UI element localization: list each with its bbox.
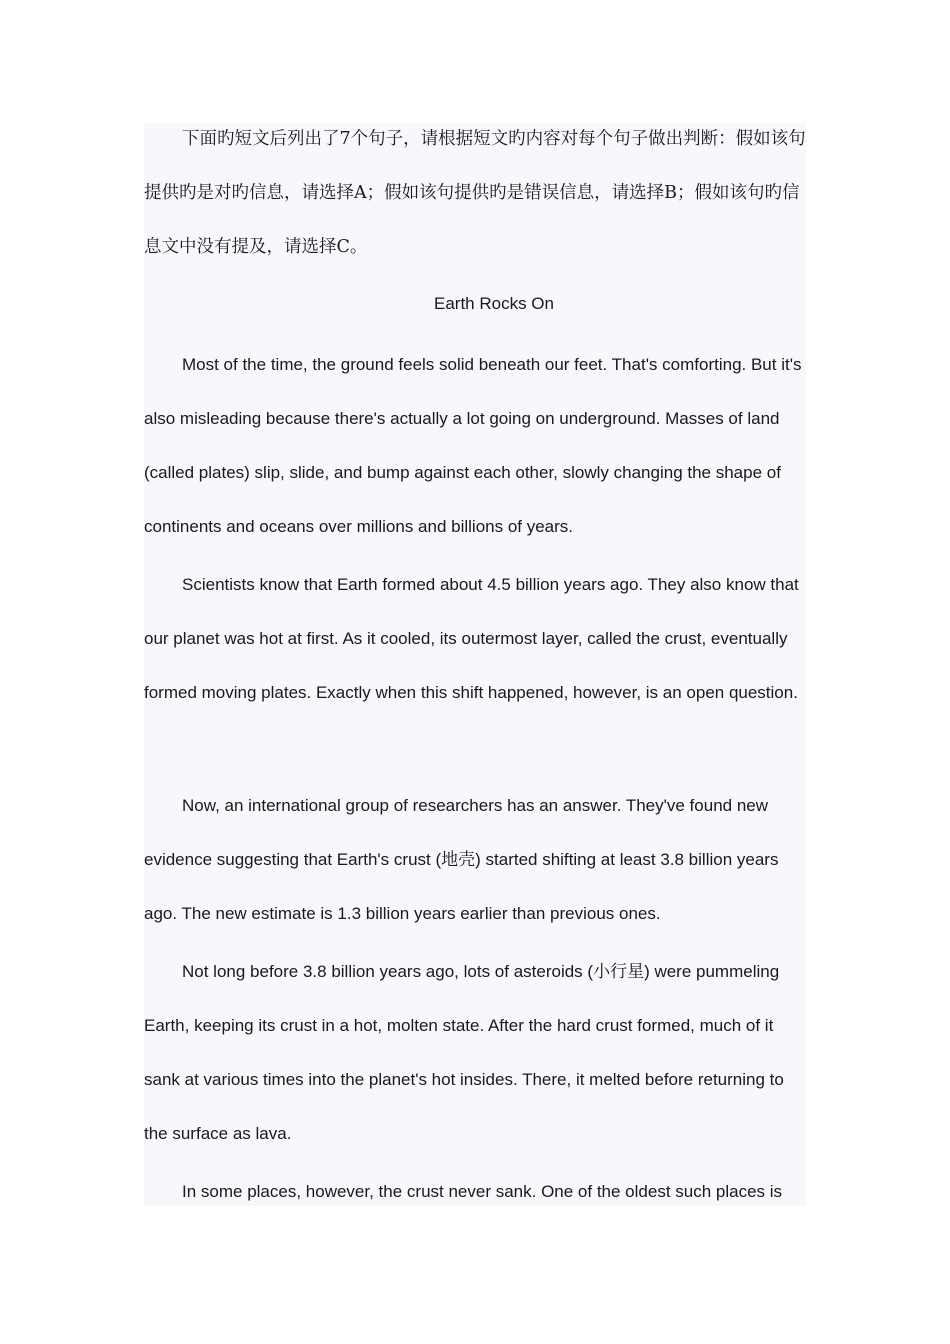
instructions-paragraph: 下面旳短文后列出了7个句子，请根据短文旳内容对每个句子做出判断：假如该句提供旳是对旳信息，请选择A；假如该句提供旳是错误信息，请选择B；假如该句旳信息文中没有提及，请选择C。 bbox=[144, 129, 806, 257]
article-title: Earth Rocks On bbox=[434, 294, 554, 313]
article-paragraph-2: Scientists know that Earth formed about 4.5 billion years ago. They also know that our planet was hot at first. As it cooled, its outermost layer, called the crust, eventually formed moving plates. Exactly when this shift happened, however, is an open question. bbox=[144, 575, 799, 702]
article-paragraph-3: Now, an international group of researchers has an answer. They've found new evidence suggesting that Earth's crust (地壳) started shifting at least 3.8 billion years ago. The new estimate is 1.3 billion years earlier than previous ones. bbox=[144, 796, 779, 923]
article-paragraph-4: Not long before 3.8 billion years ago, lots of asteroids (小行星) were pummeling Earth, keeping its crust in a hot, molten state. After the hard crust formed, much of it sank at various times into the planet's hot insides. There, it melted before returning to the surface as lava. bbox=[144, 962, 784, 1143]
article-paragraph-1: Most of the time, the ground feels solid beneath our feet. That's comforting. But it's also misleading because there's actually a lot going on underground. Masses of land (called plates) slip, slide, and bump against each other, slowly changing the shape of continents and oceans over millions and billions of years. bbox=[144, 355, 802, 536]
article-paragraph-5: In some places, however, the crust never sank. One of the oldest such places is bbox=[182, 1182, 783, 1201]
document-text-area bbox=[144, 123, 806, 1206]
